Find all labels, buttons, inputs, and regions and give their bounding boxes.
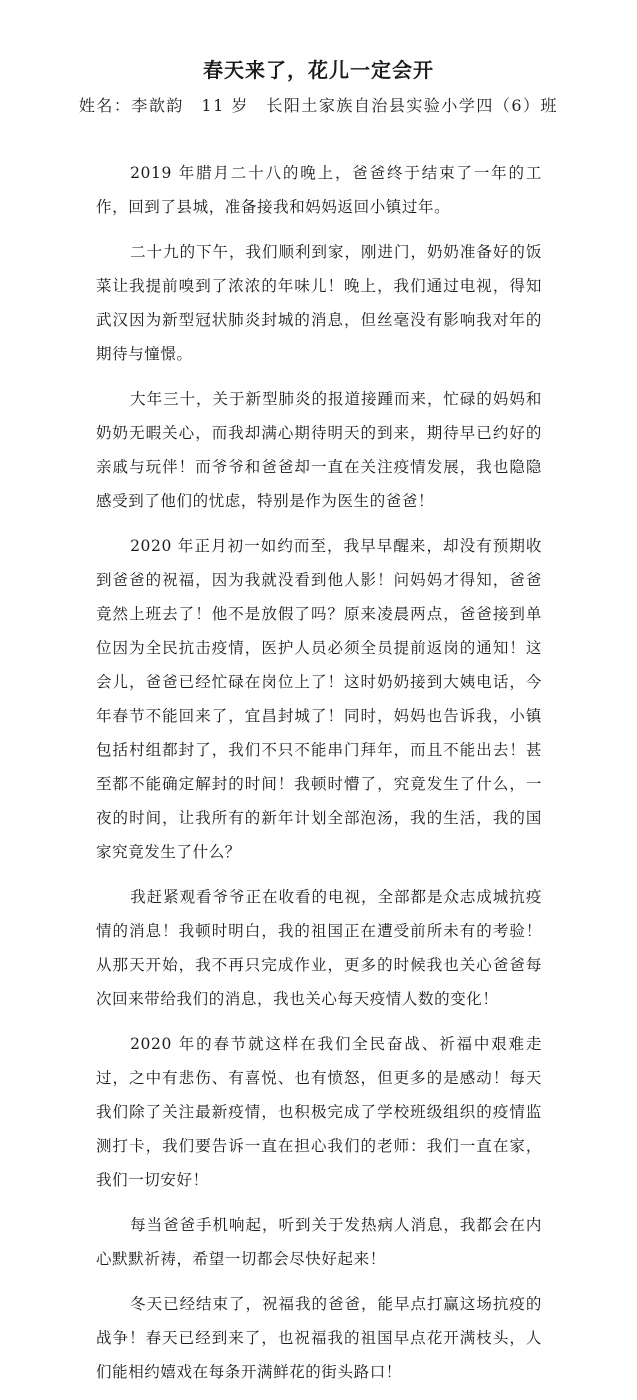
author-byline: 姓名：李歆韵 11 岁 长阳土家族自治县实验小学四（6）班 [78, 96, 559, 115]
paragraph: 冬天已经结束了，祝福我的爸爸，能早点打赢这场抗疫的战争！春天已经到来了，也祝福我的祖国早点花开满枝头，人们能相约嬉戏在每条开满鲜花的街头路口！ [96, 1295, 542, 1381]
paragraph: 2020 年的春节就这样在我们全民奋战、祈福中艰难走过，之中有悲伤、有喜悦、也有愤怒，但更多的是感动！每天我们除了关注最新疫情，也积极完成了学校班级组织的疫情监测打卡，我们要告诉一直在担心我们的老师：我们一直在家，我们一切安好！ [96, 1035, 542, 1189]
essay-body [96, 156, 542, 1400]
paragraph: 我赶紧观看爷爷正在收看的电视，全部都是众志成城抗疫情的消息！我顿时明白，我的祖国正在遭受前所未有的考验！从那天开始，我不再只完成作业，更多的时候我也关心爸爸每次回来带给我们的消息，我也关心每天疫情人数的变化！ [96, 888, 542, 1008]
paragraph: 2020 年正月初一如约而至，我早早醒来，却没有预期收到爸爸的祝福，因为我就没看到他人影！问妈妈才得知，爸爸竟然上班去了！他不是放假了吗？原来凌晨两点，爸爸接到单位因为全民抗击疫情，医护人员必须全员提前返岗的通知！这会儿，爸爸已经忙碌在岗位上了！这时奶奶接到大姨电话，今年春节不能回来了，宜昌封城了！同时，妈妈也告诉我，小镇包括村组都封了，我们不只不能串门拜年，而且不能出去！甚至都不能确定解封的时间！我顿时懵了，究竟发生了什么，一夜的时间，让我所有的新年计划全部泡汤，我的生活，我的国家究竟发生了什么？ [96, 537, 542, 861]
paragraph: 二十九的下午，我们顺利到家，刚进门，奶奶准备好的饭菜让我提前嗅到了浓浓的年味儿！晚上，我们通过电视，得知武汉因为新型冠状肺炎封城的消息，但丝毫没有影响我对年的期待与憧憬。 [96, 243, 542, 363]
paragraph: 大年三十，关于新型肺炎的报道接踵而来，忙碌的妈妈和奶奶无暇关心，而我却满心期待明天的到来，期待早已约好的亲戚与玩伴！而爷爷和爸爸却一直在关注疫情发展，我也隐隐感受到了他们的忧虑，特别是作为医生的爸爸！ [96, 390, 542, 510]
paragraph: 2019 年腊月二十八的晚上，爸爸终于结束了一年的工作，回到了县城，准备接我和妈妈返回小镇过年。 [96, 164, 542, 216]
essay-title: 春天来了，花儿一定会开 [203, 58, 434, 82]
paragraph: 每当爸爸手机响起，听到关于发热病人消息，我都会在内心默默祈祷，希望一切都会尽快好起来！ [96, 1216, 542, 1268]
